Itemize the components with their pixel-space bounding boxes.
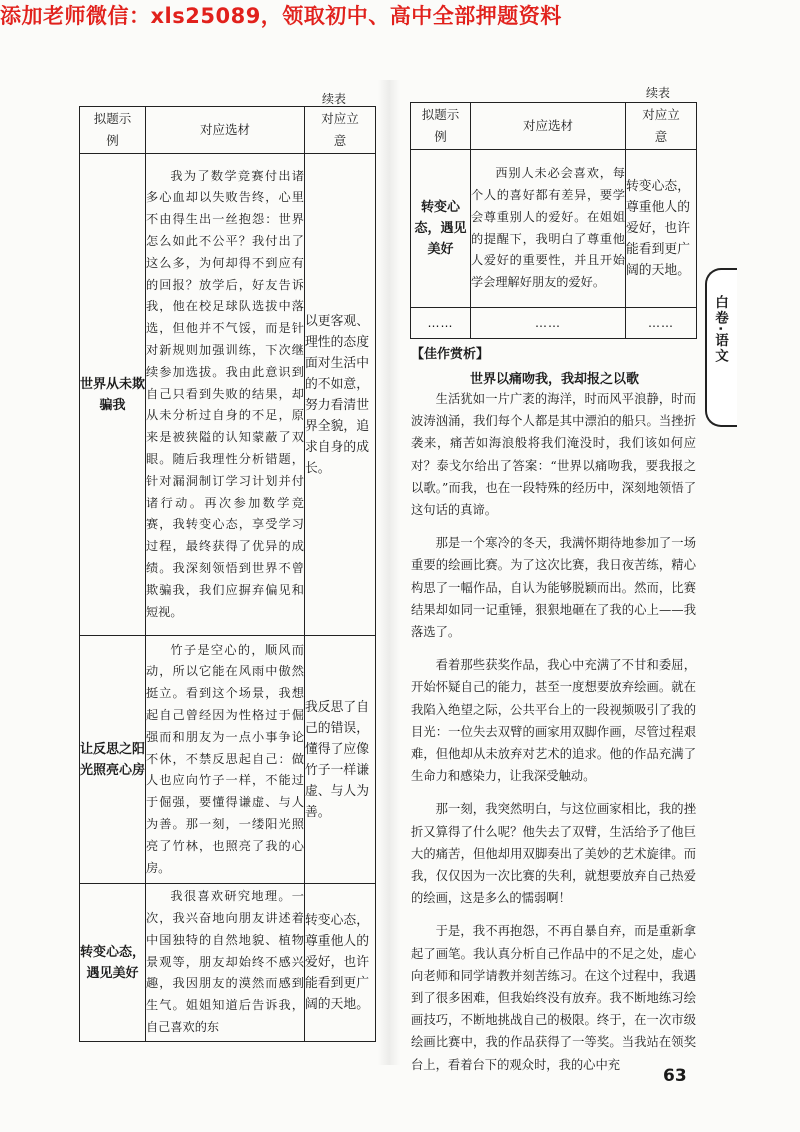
row-material: 竹子是空心的，顺风而动，所以它能在风雨中傲然挺立。看到这个场景，我想起自己曾经因为性格过于倔强而和朋友为一点小事争论不休，不禁反思起自己：做人也应向竹子一样，不能过于倔强，要懂得谦虚、与人为善。那一刻，一缕阳光照亮了竹林，也照亮了我的心房。 [146,636,305,884]
row-intent: 我反思了自己的错误，懂得了应像竹子一样谦虚、与人为善。 [305,636,376,884]
right-topic-table [410,102,697,339]
header-intent: 对应立意 [626,103,697,150]
table-row [80,636,376,884]
row-topic: 转变心态，遇见美好 [411,150,471,308]
header-topic: 拟题示例 [80,107,146,154]
essay-title: 世界以痛吻我，我却报之以歌 [470,372,640,387]
row-topic: 转变心态，遇见美好 [80,884,146,1042]
essay-body [411,388,696,1087]
row-material: 我很喜欢研究地理。一次，我兴奋地向朋友讲述着中国独特的自然地貌、植物景观等，朋友却始终不感兴趣，我因朋友的漠然而感到生气。姐姐知道后告诉我，自己喜欢的东 [146,884,305,1042]
header-material: 对应选材 [146,107,305,154]
right-continued-label: 续表 [646,86,671,100]
table-row [411,150,697,308]
left-continued-label: 续表 [322,92,347,106]
row-topic: 世界从未欺骗我 [80,154,146,636]
row-intent: 转变心态，尊重他人的爱好，也许能看到更广阔的天地。 [626,150,697,308]
header-intent: 对应立意 [305,107,376,154]
essay-paragraph: 看着那些获奖作品，我心中充满了不甘和委屈，开始怀疑自己的能力，甚至一度想要放弃绘画。就在我陷入绝望之际，公共平台上的一段视频吸引了我的目光：一位失去双臂的画家用双脚作画，尽管过程艰难，但他却从未放弃对艺术的追求。他的作品充满了生命力和感染力，让我深受触动。 [411,658,696,784]
page-number: 63 [663,1066,687,1086]
promo-banner: 添加老师微信：xls25089，领取初中、高中全部押题资料 [0,4,562,28]
table-header-row [80,107,376,154]
essay-paragraph: 那一刻，我突然明白，与这位画家相比，我的挫折又算得了什么呢？他失去了双臂，生活给予了他巨大的痛苦，但他却用双脚奏出了美妙的艺术旋律。而我，仅仅因为一次比赛的失利，就想要放弃自己热爱的绘画，这是多么的懦弱啊！ [411,802,696,906]
header-topic: 拟题示例 [411,103,471,150]
essay-paragraph: 那是一个寒冷的冬天，我满怀期待地参加了一场重要的绘画比赛。为了这次比赛，我日夜苦练，精心构思了一幅作品，自认为能够脱颖而出。然而，比赛结果却如同一记重锤，狠狠地砸在了我的心上——我落选了。 [411,536,696,640]
table-row [411,308,697,339]
header-material: 对应选材 [471,103,626,150]
table-row [80,154,376,636]
section-title: 【佳作赏析】 [411,347,490,362]
row-intent: …… [626,308,697,339]
row-material: 西别人未必会喜欢，每个人的喜好都有差异，要学会尊重别人的爱好。在姐姐的提醒下，我明白了尊重他人爱好的重要性，并且开始学会理解好朋友的爱好。 [471,150,626,308]
row-topic: …… [411,308,471,339]
row-material: 我为了数学竞赛付出诸多心血却以失败告终，心里不由得生出一丝抱怨：世界怎么如此不公平？我付出了这么多，为何却得不到应有的回报？放学后，好友告诉我，他在校足球队选拔中落选，但他并不气馁，而是针对新规则加强训练，下次继续参加选拔。我由此意识到自己只看到失败的结果，却从未分析过自身的不足，原来是被狭隘的认知蒙蔽了双眼。随后我理性分析错题，针对漏洞制订学习计划并付诸行动。再次参加数学竞赛，我转变心态，享受学习过程，最终获得了优异的成绩。我深刻领悟到世界不曾欺骗我，我们应摒弃偏见和短视。 [146,154,305,636]
essay-paragraph: 于是，我不再抱怨，不再自暴自弃，而是重新拿起了画笔。我认真分析自己作品中的不足之处，虚心向老师和同学请教并刻苦练习。在这个过程中，我遇到了很多困难，但我始终没有放弃。我不断地练习绘画技巧，不断地挑战自己的极限。终于，在一次市级绘画比赛中，我的作品获得了一等奖。当我站在领奖台上，看着台下的观众时，我的心中充 [411,924,696,1072]
table-row [80,884,376,1042]
side-tab-label: 白卷·语文 [712,295,728,365]
row-intent: 以更客观、理性的态度面对生活中的不如意，努力看清世界全貌，追求自身的成长。 [305,154,376,636]
essay-paragraph: 生活犹如一片广袤的海洋，时而风平浪静，时而波涛汹涌，我们每个人都是其中漂泊的船只。当挫折袭来，痛苦如海浪般将我们淹没时，我们该如何应对？泰戈尔给出了答案：“世界以痛吻我，要我报之以歌。”而我，也在一段特殊的经历中，深刻地领悟了这句话的真谛。 [411,392,696,518]
page-gutter-shadow [378,80,400,1065]
left-topic-table [79,106,376,1042]
row-material: …… [471,308,626,339]
table-header-row [411,103,697,150]
row-intent: 转变心态，尊重他人的爱好，也许能看到更广阔的天地。 [305,884,376,1042]
row-topic: 让反思之阳光照亮心房 [80,636,146,884]
